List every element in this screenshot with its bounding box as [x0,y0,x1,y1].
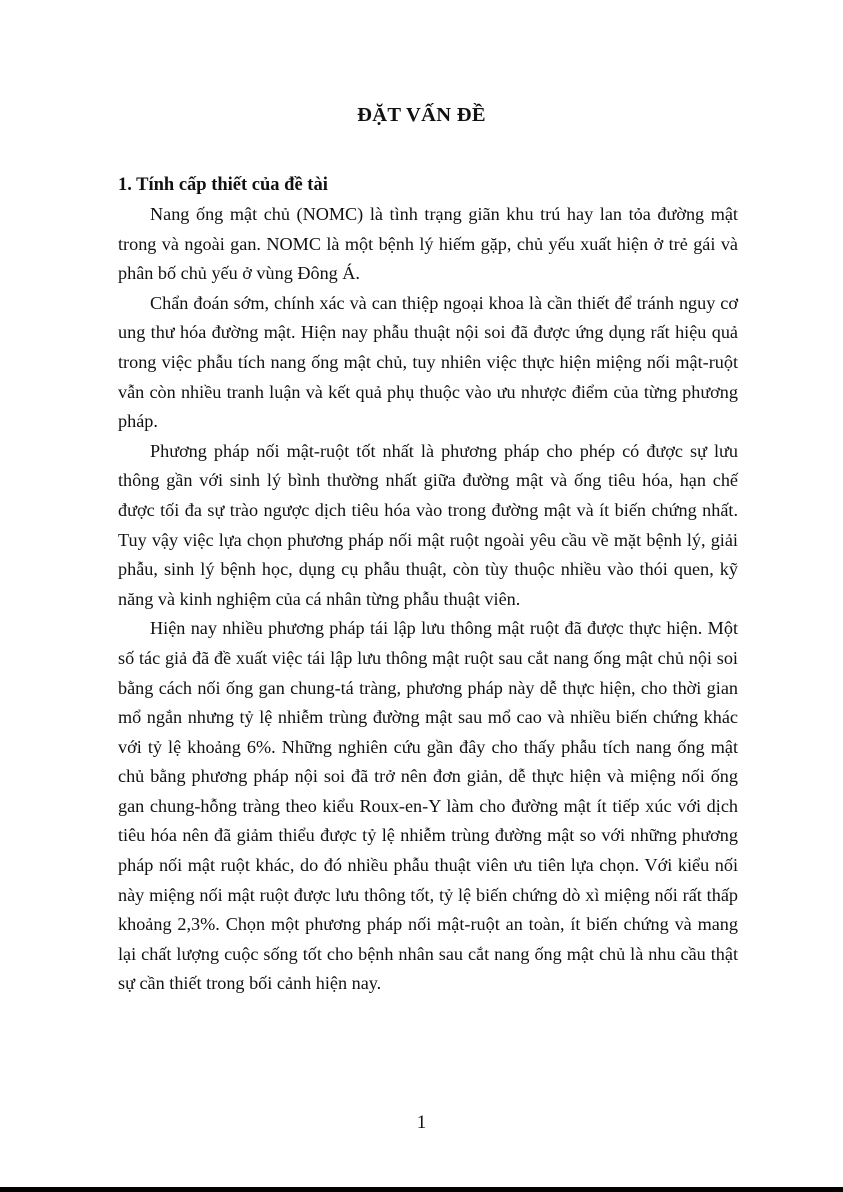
section-heading: 1. Tính cấp thiết của đề tài [118,175,328,195]
paragraph-2: Chẩn đoán sớm, chính xác và can thiệp ngoại khoa là cần thiết để tránh nguy cơ ung thư hóa đường mật. Hiện nay phẫu thuật nội soi đã được ứng dụng rất hiệu quả trong việc phẫu tích nang ống mật chủ, tuy nhiên việc thực hiện miệng nối mật-ruột vẫn còn nhiều tranh luận và kết quả phụ thuộc vào ưu nhược điểm của từng phương pháp. [118,292,738,432]
paragraph-3: Phương pháp nối mật-ruột tốt nhất là phương pháp cho phép có được sự lưu thông gần với sinh lý bình thường nhất giữa đường mật và ống tiêu hóa, hạn chế được tối đa sự trào ngược dịch tiêu hóa vào trong đường mật và ít biến chứng nhất. Tuy vậy việc lựa chọn phương pháp nối mật ruột ngoài yêu cầu về mặt bệnh lý, giải phẫu, sinh lý bệnh học, dụng cụ phẫu thuật, còn tùy thuộc nhiều vào thói quen, kỹ năng và kinh nghiệm của cá nhân từng phẫu thuật viên. [118,440,738,609]
paragraph-4: Hiện nay nhiều phương pháp tái lập lưu thông mật ruột đã được thực hiện. Một số tác giả đã đề xuất việc tái lập lưu thông mật ruột sau cắt nang ống mật chủ nội soi bằng cách nối ống gan chung-tá tràng, phương pháp này dễ thực hiện, cho thời gian mổ ngắn nhưng tỷ lệ nhiễm trùng đường mật sau mổ cao và nhiều biến chứng khác với tỷ lệ khoảng 6%. Những nghiên cứu gần đây cho thấy phẫu tích nang ống mật chủ bằng phương pháp nội soi đã trở nên đơn giản, dễ thực hiện và miệng nối ống gan chung-hỗng tràng theo kiểu Roux-en-Y làm cho đường mật ít tiếp xúc với dịch tiêu hóa nên đã giảm thiểu được tỷ lệ nhiễm trùng đường mật so với những phương pháp nối mật ruột khác, do đó nhiều phẫu thuật viên ưu tiên lựa chọn. Với kiểu nối này miệng nối mật ruột được lưu thông tốt, tỷ lệ biến chứng dò xì miệng nối rất thấp khoảng 2,3%. Chọn một phương pháp nối mật-ruột an toàn, ít biến chứng và mang lại chất lượng cuộc sống tốt cho bệnh nhân sau cắt nang ống mật chủ là nhu cầu thật sự cần thiết trong bối cảnh hiện nay. [118,618,738,994]
body-text [118,170,738,999]
page-number: 1 [416,1112,427,1133]
paragraph-1: Nang ống mật chủ (NOMC) là tình trạng giãn khu trú hay lan tỏa đường mật trong và ngoài gan. NOMC là một bệnh lý hiếm gặp, chủ yếu xuất hiện ở trẻ gái và phân bố chủ yếu ở vùng Đông Á. [118,204,738,284]
bottom-border [0,1187,843,1192]
page-title: ĐẶT VẤN ĐỀ [357,104,486,126]
